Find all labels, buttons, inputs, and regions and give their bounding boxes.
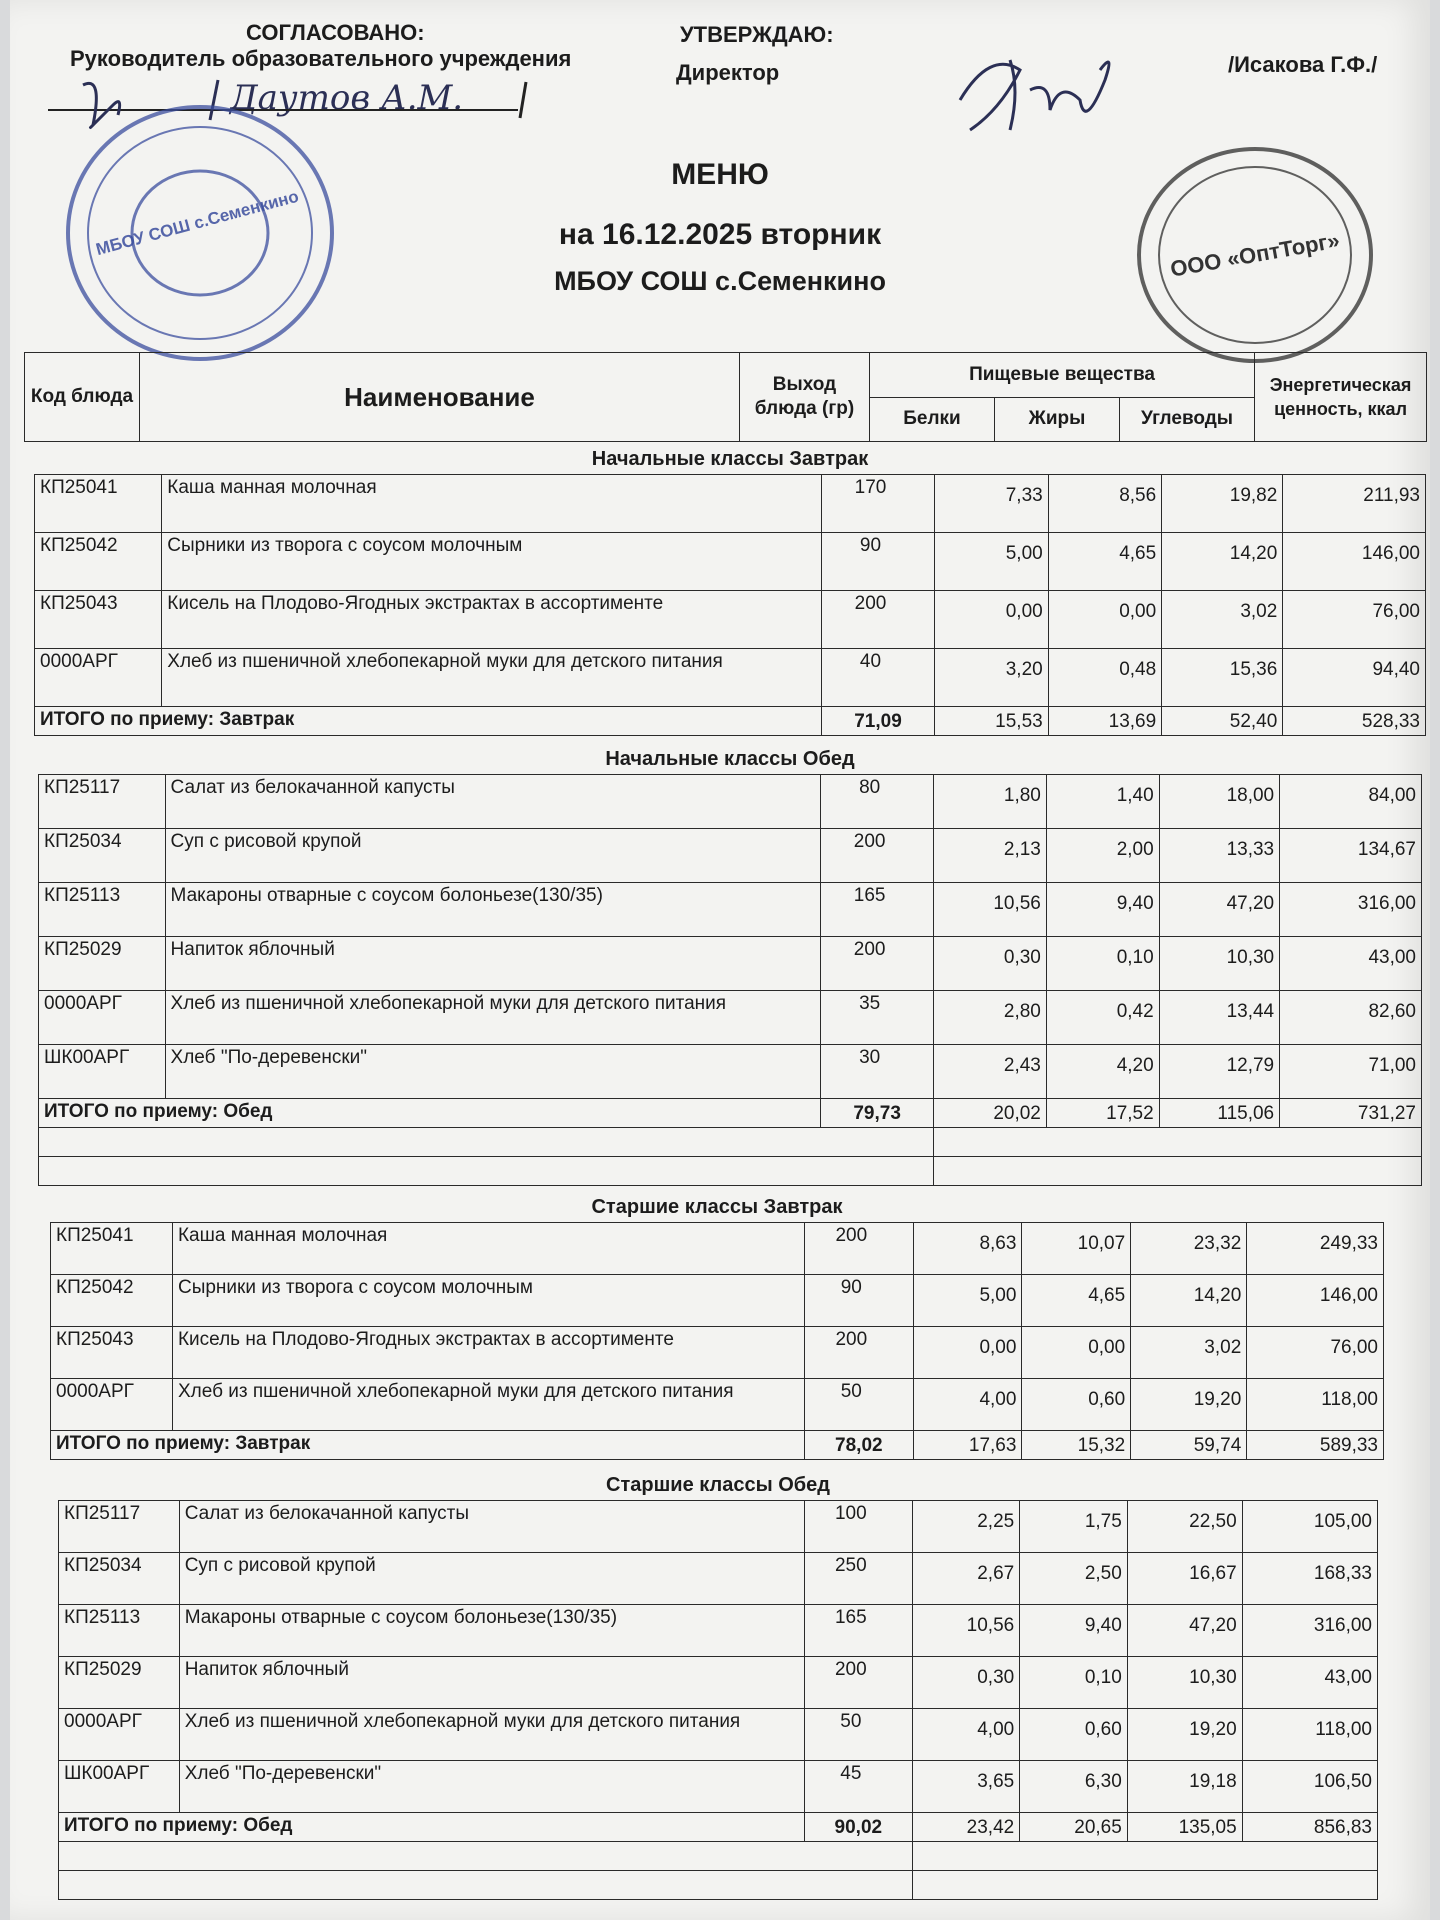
dish-carbs: 13,33 xyxy=(1159,829,1279,883)
dish-name: Сырники из творога с соусом молочным xyxy=(172,1275,804,1327)
dish-output: 45 xyxy=(805,1761,913,1813)
table-row xyxy=(51,1327,1384,1379)
dish-code: КП25029 xyxy=(59,1657,180,1709)
dish-fats: 9,40 xyxy=(1046,883,1159,937)
dish-name: Сырники из творога с соусом молочным xyxy=(162,533,821,591)
total-label: ИТОГО по приему: Обед xyxy=(39,1099,821,1128)
total-row xyxy=(39,1099,1422,1128)
menu-document xyxy=(10,0,1430,1920)
table-row xyxy=(35,591,1426,649)
dish-fats: 0,48 xyxy=(1048,649,1161,707)
dish-carbs: 14,20 xyxy=(1131,1275,1247,1327)
dish-energy: 316,00 xyxy=(1242,1605,1377,1657)
dish-carbs: 47,20 xyxy=(1159,883,1279,937)
dish-output: 100 xyxy=(805,1501,913,1553)
section-title: Старшие классы Обед xyxy=(606,1474,830,1496)
director-signature xyxy=(940,40,1140,150)
dish-energy: 118,00 xyxy=(1242,1709,1377,1761)
dish-name: Хлеб "По-деревенски" xyxy=(165,1045,821,1099)
dish-code: ШК00АРГ xyxy=(59,1761,180,1813)
total-fats: 15,32 xyxy=(1022,1431,1131,1460)
dish-code: КП25041 xyxy=(35,475,162,533)
table-row xyxy=(39,991,1422,1045)
dish-carbs: 3,02 xyxy=(1162,591,1283,649)
dish-proteins: 4,00 xyxy=(913,1379,1022,1431)
col-fats: Жиры xyxy=(995,397,1120,442)
dish-proteins: 2,43 xyxy=(934,1045,1047,1099)
dish-output: 200 xyxy=(821,937,934,991)
dish-proteins: 4,00 xyxy=(912,1709,1020,1761)
dish-output: 200 xyxy=(804,1223,913,1275)
dish-code: ШК00АРГ xyxy=(39,1045,166,1099)
dish-carbs: 19,18 xyxy=(1127,1761,1242,1813)
dish-code: КП25117 xyxy=(59,1501,180,1553)
total-proteins: 20,02 xyxy=(934,1099,1047,1128)
dish-fats: 0,10 xyxy=(1020,1657,1128,1709)
total-carbs: 135,05 xyxy=(1127,1813,1242,1842)
dish-name: Суп с рисовой крупой xyxy=(165,829,821,883)
empty-row xyxy=(39,1128,1422,1157)
dish-energy: 43,00 xyxy=(1242,1657,1377,1709)
dish-proteins: 2,67 xyxy=(912,1553,1020,1605)
dish-output: 165 xyxy=(805,1605,913,1657)
empty-row xyxy=(59,1871,1378,1900)
dish-fats: 0,10 xyxy=(1046,937,1159,991)
dish-proteins: 0,00 xyxy=(935,591,1048,649)
total-energy: 731,27 xyxy=(1280,1099,1422,1128)
dish-code: КП25113 xyxy=(59,1605,180,1657)
empty-row xyxy=(39,1157,1422,1186)
dish-output: 50 xyxy=(805,1709,913,1761)
dish-output: 35 xyxy=(821,991,934,1045)
table-row xyxy=(51,1379,1384,1431)
dish-proteins: 2,25 xyxy=(912,1501,1020,1553)
dish-proteins: 1,80 xyxy=(934,775,1047,829)
dish-energy: 211,93 xyxy=(1283,475,1426,533)
total-row xyxy=(59,1813,1378,1842)
table-row xyxy=(59,1553,1378,1605)
dish-proteins: 3,20 xyxy=(935,649,1048,707)
dish-code: КП25029 xyxy=(39,937,166,991)
dish-carbs: 47,20 xyxy=(1127,1605,1242,1657)
dish-name: Хлеб из пшеничной хлебопекарной муки для детского питания xyxy=(162,649,821,707)
dish-fats: 0,00 xyxy=(1022,1327,1131,1379)
dish-carbs: 12,79 xyxy=(1159,1045,1279,1099)
director-role: Директор xyxy=(676,60,780,85)
dish-energy: 106,50 xyxy=(1242,1761,1377,1813)
dish-carbs: 16,67 xyxy=(1127,1553,1242,1605)
dish-proteins: 3,65 xyxy=(912,1761,1020,1813)
dish-output: 250 xyxy=(805,1553,913,1605)
dish-proteins: 0,30 xyxy=(934,937,1047,991)
dish-code: КП25042 xyxy=(35,533,162,591)
total-row xyxy=(35,707,1426,736)
dish-name: Кисель на Плодово-Ягодных экстрактах в ассортименте xyxy=(172,1327,804,1379)
total-output: 78,02 xyxy=(804,1431,913,1460)
total-energy: 856,83 xyxy=(1242,1813,1377,1842)
menu-date: на 16.12.2025 вторник xyxy=(558,218,882,251)
dish-fats: 0,60 xyxy=(1022,1379,1131,1431)
dish-code: 0000АРГ xyxy=(39,991,166,1045)
dish-code: КП25034 xyxy=(59,1553,180,1605)
dish-energy: 146,00 xyxy=(1247,1275,1384,1327)
total-output: 90,02 xyxy=(805,1813,913,1842)
dish-fats: 1,75 xyxy=(1020,1501,1128,1553)
dish-name: Напиток яблочный xyxy=(179,1657,804,1709)
dish-energy: 71,00 xyxy=(1280,1045,1422,1099)
section-table xyxy=(58,1500,1378,1900)
total-proteins: 15,53 xyxy=(935,707,1048,736)
dish-proteins: 0,30 xyxy=(912,1657,1020,1709)
dish-name: Макароны отварные с соусом болоньезе(130/35) xyxy=(179,1605,804,1657)
dish-name: Каша манная молочная xyxy=(172,1223,804,1275)
dish-carbs: 19,82 xyxy=(1162,475,1283,533)
dish-output: 200 xyxy=(821,829,934,883)
dish-energy: 146,00 xyxy=(1283,533,1426,591)
dish-energy: 118,00 xyxy=(1247,1379,1384,1431)
section-title: Начальные классы Завтрак xyxy=(591,448,869,470)
agreed-signature: Даутов А.М. xyxy=(230,78,464,118)
table-row xyxy=(35,475,1426,533)
dish-output: 200 xyxy=(821,591,934,649)
director-name: /Исакова Г.Ф./ xyxy=(1228,52,1378,77)
dish-carbs: 10,30 xyxy=(1127,1657,1242,1709)
dish-proteins: 10,56 xyxy=(934,883,1047,937)
dish-energy: 134,67 xyxy=(1280,829,1422,883)
dish-fats: 8,56 xyxy=(1048,475,1161,533)
table-row xyxy=(35,649,1426,707)
dish-name: Макароны отварные с соусом болоньезе(130/35) xyxy=(165,883,821,937)
dish-carbs: 13,44 xyxy=(1159,991,1279,1045)
total-carbs: 115,06 xyxy=(1159,1099,1279,1128)
dish-code: КП25043 xyxy=(35,591,162,649)
col-name: Наименование xyxy=(140,353,740,442)
total-energy: 589,33 xyxy=(1247,1431,1384,1460)
table-row xyxy=(59,1605,1378,1657)
dish-fats: 9,40 xyxy=(1020,1605,1128,1657)
col-nutrients: Пищевые вещества xyxy=(870,353,1255,398)
dish-energy: 249,33 xyxy=(1247,1223,1384,1275)
dish-name: Хлеб из пшеничной хлебопекарной муки для детского питания xyxy=(165,991,821,1045)
dish-energy: 43,00 xyxy=(1280,937,1422,991)
dish-output: 30 xyxy=(821,1045,934,1099)
total-proteins: 23,42 xyxy=(912,1813,1020,1842)
total-output: 71,09 xyxy=(821,707,934,736)
dish-proteins: 2,80 xyxy=(934,991,1047,1045)
dish-proteins: 2,13 xyxy=(934,829,1047,883)
dish-energy: 105,00 xyxy=(1242,1501,1377,1553)
dish-output: 90 xyxy=(804,1275,913,1327)
table-row xyxy=(39,937,1422,991)
dish-name: Кисель на Плодово-Ягодных экстрактах в ассортименте xyxy=(162,591,821,649)
table-row xyxy=(59,1761,1378,1813)
dish-output: 90 xyxy=(821,533,934,591)
total-energy: 528,33 xyxy=(1283,707,1426,736)
dish-energy: 76,00 xyxy=(1247,1327,1384,1379)
dish-energy: 82,60 xyxy=(1280,991,1422,1045)
dish-energy: 76,00 xyxy=(1283,591,1426,649)
total-proteins: 17,63 xyxy=(913,1431,1022,1460)
dish-fats: 10,07 xyxy=(1022,1223,1131,1275)
table-row xyxy=(39,883,1422,937)
total-label: ИТОГО по приему: Завтрак xyxy=(35,707,822,736)
total-fats: 13,69 xyxy=(1048,707,1161,736)
col-code: Код блюда xyxy=(25,353,140,442)
dish-name: Хлеб из пшеничной хлебопекарной муки для детского питания xyxy=(172,1379,804,1431)
table-row xyxy=(59,1657,1378,1709)
dish-name: Напиток яблочный xyxy=(165,937,821,991)
dish-proteins: 0,00 xyxy=(913,1327,1022,1379)
dish-output: 170 xyxy=(821,475,934,533)
dish-code: КП25043 xyxy=(51,1327,173,1379)
company-stamp-text: ООО «ОптТорг» xyxy=(1168,227,1342,282)
dish-name: Салат из белокачанной капусты xyxy=(165,775,821,829)
total-output: 79,73 xyxy=(821,1099,934,1128)
dish-code: КП25041 xyxy=(51,1223,173,1275)
dish-name: Салат из белокачанной капусты xyxy=(179,1501,804,1553)
dish-output: 200 xyxy=(804,1327,913,1379)
dish-name: Каша манная молочная xyxy=(162,475,821,533)
table-row xyxy=(39,1045,1422,1099)
dish-energy: 168,33 xyxy=(1242,1553,1377,1605)
dish-carbs: 15,36 xyxy=(1162,649,1283,707)
col-carbs: Углеводы xyxy=(1120,397,1255,442)
dish-code: КП25034 xyxy=(39,829,166,883)
table-row xyxy=(51,1223,1384,1275)
empty-row xyxy=(59,1842,1378,1871)
dish-carbs: 14,20 xyxy=(1162,533,1283,591)
dish-proteins: 10,56 xyxy=(912,1605,1020,1657)
dish-name: Хлеб из пшеничной хлебопекарной муки для детского питания xyxy=(179,1709,804,1761)
section-table xyxy=(50,1222,1384,1460)
dish-fats: 0,60 xyxy=(1020,1709,1128,1761)
dish-fats: 6,30 xyxy=(1020,1761,1128,1813)
section-table xyxy=(34,474,1426,736)
dish-carbs: 19,20 xyxy=(1127,1709,1242,1761)
total-carbs: 59,74 xyxy=(1131,1431,1247,1460)
dish-energy: 94,40 xyxy=(1283,649,1426,707)
dish-fats: 0,00 xyxy=(1048,591,1161,649)
section-table xyxy=(38,774,1422,1186)
table-row xyxy=(51,1275,1384,1327)
dish-energy: 84,00 xyxy=(1280,775,1422,829)
dish-code: КП25113 xyxy=(39,883,166,937)
menu-title: МЕНЮ xyxy=(671,158,769,191)
total-carbs: 52,40 xyxy=(1162,707,1283,736)
dish-code: КП25042 xyxy=(51,1275,173,1327)
dish-fats: 4,65 xyxy=(1022,1275,1131,1327)
dish-output: 200 xyxy=(805,1657,913,1709)
dish-proteins: 5,00 xyxy=(913,1275,1022,1327)
dish-fats: 2,50 xyxy=(1020,1553,1128,1605)
dish-proteins: 8,63 xyxy=(913,1223,1022,1275)
dish-energy: 316,00 xyxy=(1280,883,1422,937)
dish-fats: 0,42 xyxy=(1046,991,1159,1045)
dish-carbs: 10,30 xyxy=(1159,937,1279,991)
total-fats: 17,52 xyxy=(1046,1099,1159,1128)
col-proteins: Белки xyxy=(870,397,995,442)
dish-fats: 1,40 xyxy=(1046,775,1159,829)
dish-carbs: 19,20 xyxy=(1131,1379,1247,1431)
dish-fats: 2,00 xyxy=(1046,829,1159,883)
total-row xyxy=(51,1431,1384,1460)
dish-output: 165 xyxy=(821,883,934,937)
dish-name: Хлеб "По-деревенски" xyxy=(179,1761,804,1813)
total-label: ИТОГО по приему: Завтрак xyxy=(51,1431,805,1460)
section-title: Начальные классы Обед xyxy=(605,748,855,770)
dish-code: 0000АРГ xyxy=(59,1709,180,1761)
dish-carbs: 3,02 xyxy=(1131,1327,1247,1379)
approve-heading: УТВЕРЖДАЮ: xyxy=(680,22,834,47)
table-row xyxy=(39,829,1422,883)
column-header-table xyxy=(24,352,1427,442)
col-output: Выход блюда (гр) xyxy=(740,353,870,442)
dish-output: 50 xyxy=(804,1379,913,1431)
dish-carbs: 23,32 xyxy=(1131,1223,1247,1275)
dish-code: КП25117 xyxy=(39,775,166,829)
dish-code: 0000АРГ xyxy=(51,1379,173,1431)
section-title: Старшие классы Завтрак xyxy=(591,1196,843,1218)
dish-carbs: 22,50 xyxy=(1127,1501,1242,1553)
table-row xyxy=(39,775,1422,829)
dish-fats: 4,65 xyxy=(1048,533,1161,591)
table-row xyxy=(59,1501,1378,1553)
dish-proteins: 5,00 xyxy=(935,533,1048,591)
total-label: ИТОГО по приему: Обед xyxy=(59,1813,805,1842)
dish-fats: 4,20 xyxy=(1046,1045,1159,1099)
table-row xyxy=(59,1709,1378,1761)
dish-code: 0000АРГ xyxy=(35,649,162,707)
col-energy: Энергетическая ценность, ккал xyxy=(1255,353,1427,442)
school-stamp-text: МБОУ СОШ с.Семенкино xyxy=(93,186,301,260)
dish-output: 80 xyxy=(821,775,934,829)
dish-output: 40 xyxy=(821,649,934,707)
agreed-heading: СОГЛАСОВАНО: xyxy=(246,20,425,45)
agreed-role: Руководитель образовательного учреждения xyxy=(70,46,572,71)
dish-proteins: 7,33 xyxy=(935,475,1048,533)
school-name: МБОУ СОШ с.Семенкино xyxy=(554,266,886,296)
dish-carbs: 18,00 xyxy=(1159,775,1279,829)
total-fats: 20,65 xyxy=(1020,1813,1128,1842)
table-row xyxy=(35,533,1426,591)
dish-name: Суп с рисовой крупой xyxy=(179,1553,804,1605)
